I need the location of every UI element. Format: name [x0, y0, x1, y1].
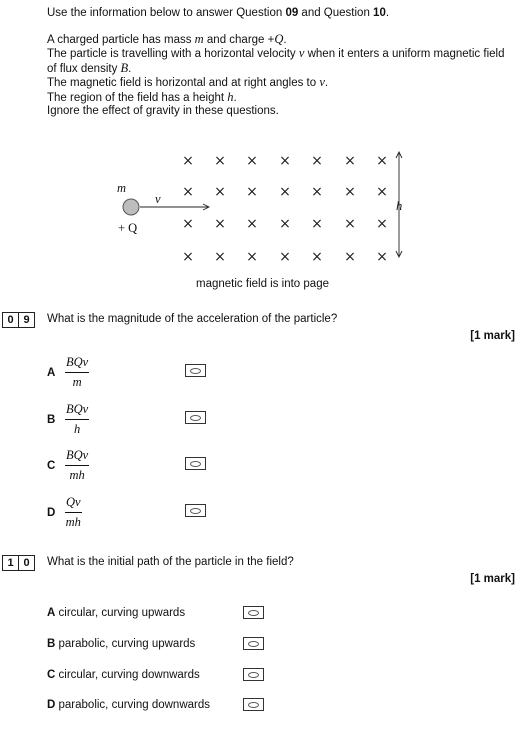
answer-lozenge-q09-c[interactable]: [185, 457, 206, 470]
mass-label: m: [117, 181, 127, 195]
option-fraction: [65, 495, 82, 530]
q10-option-a: [47, 607, 185, 619]
field-cross-icon: ×: [376, 153, 388, 169]
option-letter: C: [47, 459, 56, 472]
velocity-label: v: [155, 192, 161, 206]
option-text: parabolic, curving upwards: [58, 638, 196, 650]
field-cross-icon: ×: [214, 184, 226, 200]
field-cross-icon: ×: [344, 216, 356, 232]
lozenge-icon: [248, 702, 259, 708]
option-letter: D: [47, 699, 56, 711]
intro-line-4: of flux density B.: [47, 60, 132, 75]
fraction-numerator: BQv: [65, 448, 89, 466]
field-cross-icon: ×: [344, 249, 356, 265]
question-10-text: What is the initial path of the particle in the field?: [47, 556, 294, 568]
field-cross-icon: ×: [376, 249, 388, 265]
field-cross-icon: ×: [344, 184, 356, 200]
answer-lozenge-q10-c[interactable]: [243, 668, 264, 681]
q09-option-c: [47, 448, 89, 483]
fraction-denominator: h: [73, 422, 81, 436]
field-cross-icon: ×: [246, 249, 258, 265]
charge-label: + Q: [118, 221, 138, 235]
intro-line-5: The magnetic field is horizontal and at right angles to v.: [47, 75, 329, 89]
diagram-caption: magnetic field is into page: [196, 278, 329, 290]
field-cross-icon: ×: [344, 153, 356, 169]
option-text: parabolic, curving downwards: [58, 699, 211, 711]
q10-option-d: [47, 699, 210, 711]
field-cross-icon: ×: [376, 184, 388, 200]
field-cross-icon: ×: [182, 249, 194, 265]
answer-lozenge-q09-d[interactable]: [185, 504, 206, 517]
question-digit: 0: [18, 555, 35, 571]
answer-lozenge-q10-a[interactable]: [243, 606, 264, 619]
intro-line-1: Use the information below to answer Question 09 and Question 10.: [47, 7, 390, 19]
question-number-09: [2, 312, 34, 328]
field-crosses: [182, 153, 388, 265]
answer-lozenge-q10-b[interactable]: [243, 637, 264, 650]
field-cross-icon: ×: [279, 216, 291, 232]
question-09-marks: [1 mark]: [470, 330, 515, 342]
option-text: circular, curving upwards: [58, 607, 186, 619]
intro-line-6: The region of the field has a height h.: [47, 89, 237, 104]
q09-option-b: [47, 402, 89, 437]
field-cross-icon: ×: [311, 153, 323, 169]
field-cross-icon: ×: [182, 216, 194, 232]
field-cross-icon: ×: [279, 184, 291, 200]
field-cross-icon: ×: [214, 249, 226, 265]
option-letter: B: [47, 638, 56, 650]
answer-lozenge-q09-b[interactable]: [185, 411, 206, 424]
option-letter: B: [47, 413, 56, 426]
fraction-denominator: mh: [65, 515, 81, 529]
option-text: circular, curving downwards: [58, 669, 200, 681]
lozenge-icon: [248, 610, 259, 616]
answer-lozenge-q10-d[interactable]: [243, 698, 264, 711]
field-cross-icon: ×: [246, 184, 258, 200]
q10-option-c: [47, 669, 200, 681]
field-cross-icon: ×: [279, 249, 291, 265]
option-letter: A: [47, 366, 56, 379]
lozenge-icon: [248, 641, 259, 647]
lozenge-icon: [190, 508, 201, 514]
option-fraction: [65, 448, 89, 483]
field-cross-icon: ×: [279, 153, 291, 169]
field-cross-icon: ×: [311, 216, 323, 232]
field-cross-icon: ×: [214, 153, 226, 169]
q09-option-a: [47, 355, 89, 390]
question-09-text: What is the magnitude of the acceleration of the particle?: [47, 313, 338, 325]
question-digit: 1: [2, 555, 19, 571]
particle-icon: [123, 199, 139, 215]
magnetic-field-diagram: [0, 140, 525, 270]
field-cross-icon: ×: [182, 153, 194, 169]
fraction-numerator: Qv: [65, 495, 82, 513]
field-cross-icon: ×: [311, 249, 323, 265]
field-cross-icon: ×: [182, 184, 194, 200]
q09-option-d: [47, 495, 82, 530]
field-cross-icon: ×: [376, 216, 388, 232]
question-10-marks: [1 mark]: [470, 573, 515, 585]
lozenge-icon: [190, 415, 201, 421]
fraction-numerator: BQv: [65, 402, 89, 420]
option-fraction: [65, 402, 89, 437]
option-letter: C: [47, 669, 56, 681]
question-number-10: [2, 555, 34, 571]
intro-line-7: Ignore the effect of gravity in these questions.: [47, 105, 279, 117]
fraction-denominator: m: [72, 375, 82, 389]
option-letter: D: [47, 506, 56, 519]
intro-line-2: A charged particle has mass m and charge +Q.: [47, 31, 287, 46]
q10-option-b: [47, 638, 195, 650]
answer-lozenge-q09-a[interactable]: [185, 364, 206, 377]
lozenge-icon: [248, 672, 259, 678]
field-cross-icon: ×: [246, 153, 258, 169]
field-cross-icon: ×: [246, 216, 258, 232]
intro-text: [47, 7, 517, 119]
height-label: h: [396, 199, 403, 213]
intro-line-3: The particle is travelling with a horizontal velocity v when it enters a uniform magnetic field: [47, 46, 505, 60]
lozenge-icon: [190, 368, 201, 374]
field-cross-icon: ×: [311, 184, 323, 200]
field-cross-icon: ×: [214, 216, 226, 232]
lozenge-icon: [190, 461, 201, 467]
fraction-denominator: mh: [69, 468, 85, 482]
fraction-numerator: BQv: [65, 355, 89, 373]
option-fraction: [65, 355, 89, 390]
question-digit: 9: [18, 312, 35, 328]
question-digit: 0: [2, 312, 19, 328]
option-letter: A: [47, 607, 56, 619]
